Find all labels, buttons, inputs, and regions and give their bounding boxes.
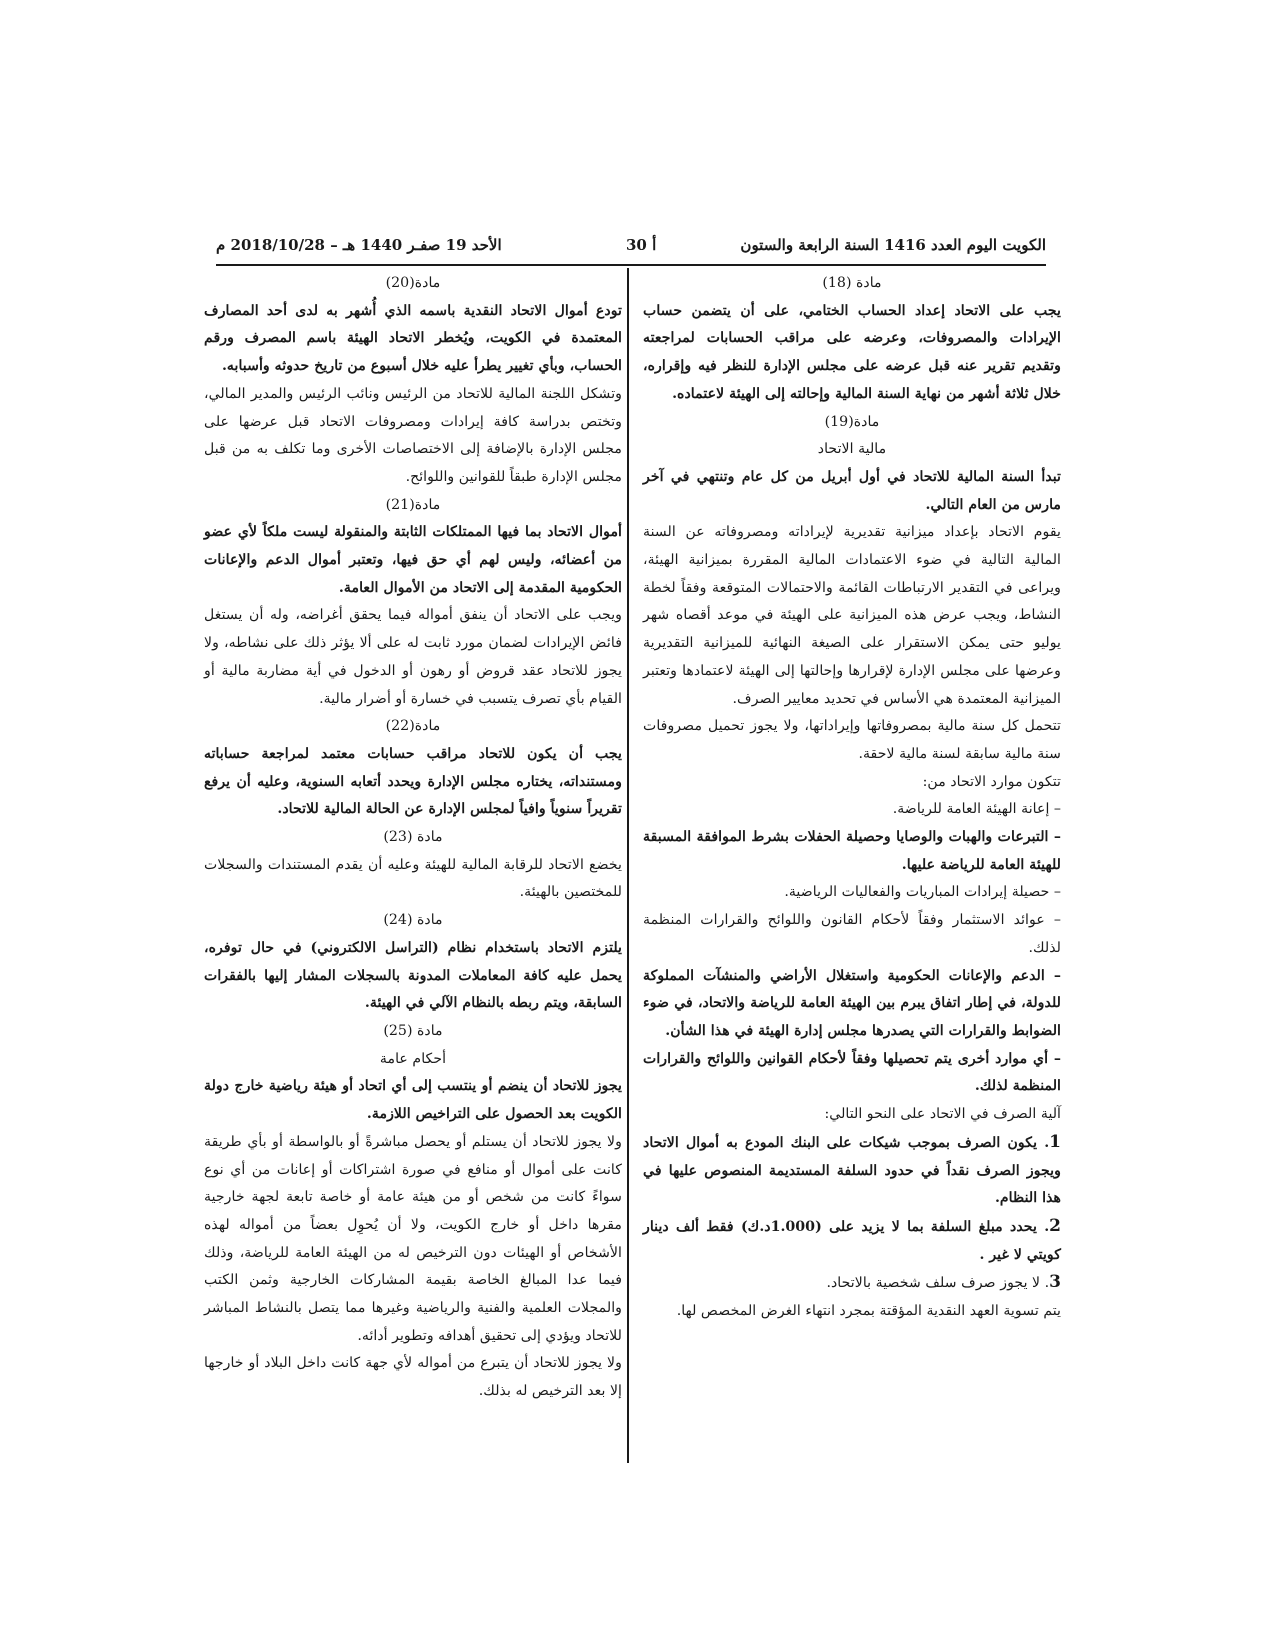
paragraph-text: . يحدد مبلغ السلفة بما لا يزيد على (1.000د.ك) فقط ألف دينار كويتي لا غير . [643, 1218, 1061, 1263]
article-heading [204, 907, 622, 935]
paragraph [204, 1073, 622, 1128]
paragraph [204, 852, 622, 907]
header-date: الأحد 19 صفـر 1440 هـ – 2018/10/28 م [216, 236, 502, 254]
header-issue: الكويت اليوم العدد 1416 السنة الرابعة والستون [740, 236, 1046, 254]
heading-text: مادة (23) [383, 829, 443, 846]
article-heading [204, 1046, 622, 1074]
item-number: 3 [1049, 1272, 1061, 1293]
paragraph [643, 1101, 1061, 1129]
paragraph [643, 769, 1061, 797]
article-heading [643, 270, 1061, 298]
paragraph-text: – إعانة الهيئة العامة للرياضة. [892, 801, 1061, 818]
heading-text: مادة(21) [385, 496, 441, 513]
article-heading [204, 824, 622, 852]
paragraph-text: تبدأ السنة المالية للاتحاد في أول أبريل من كل عام وتنتهي في آخر مارس من العام التالي. [643, 468, 1061, 513]
paragraph [643, 1129, 1061, 1213]
heading-text: مادة (18) [822, 275, 882, 291]
paragraph-text: ولا يجوز للاتحاد أن يتبرع من أمواله لأي جهة كانت داخل البلاد أو خارجها إلا بعد الترخيص له بذلك. [204, 1355, 622, 1400]
paragraph-text: . لا يجوز صرف سلف شخصية بالاتحاد. [826, 1275, 1050, 1292]
paragraph-text: – التبرعات والهبات والوصايا وحصيلة الحفلات بشرط الموافقة المسبقة للهيئة العامة للرياضة عليها. [643, 829, 1061, 873]
paragraph [643, 713, 1061, 768]
paragraph-text: يخضع الاتحاد للرقابة المالية للهيئة وعليه أن يقدم المستندات والسجلات للمختصين بالهيئة. [204, 856, 622, 901]
left-column [204, 270, 622, 1406]
paragraph [643, 464, 1061, 519]
paragraph [204, 935, 622, 1018]
paragraph-text: تودع أموال الاتحاد النقدية باسمه الذي أُشهر به لدى أحد المصارف المعتمدة في الكويت، ويُخطر الاتحاد الهيئة باسم المصرف ورقم الحساب، وبأي تغيير يطرأ عليه خلال أسبوع من تاريخ حدوثه وأسبابه. [204, 302, 622, 375]
right-column [643, 270, 1061, 1326]
paragraph-text: أموال الاتحاد بما فيها الممتلكات الثابتة والمنقولة ليست ملكاً لأي عضو من أعضائه، وليس لهم أي حق فيها، وتعتبر أموال الدعم والإعانات الحكومية المقدمة إلى الاتحاد من الأموال العامة. [204, 524, 622, 596]
article-heading [204, 1018, 622, 1046]
page-header [216, 234, 1046, 266]
paragraph-text: تتحمل كل سنة مالية بمصروفاتها وإيراداتها، ولا يجوز تحميل مصروفات سنة مالية سابقة لسنة مالية لاحقة. [643, 718, 1061, 762]
paragraph [643, 1046, 1061, 1101]
paragraph-text: آلية الصرف في الاتحاد على النحو التالي: [824, 1106, 1061, 1123]
paragraph [204, 1350, 622, 1405]
paragraph-text: ولا يجوز للاتحاد أن يستلم أو يحصل مباشرةً أو بالواسطة أو بأي طريقة كانت على أموال أو منافع في صورة اشتراكات أو إعانات من أي نوع سواءً كانت من شخص أو من هيئة عامة أو خاصة تابعة لجهة خارجية مقرها داخل أو خارج الكويت، ولا أن يُحوِل بعضاً من أمواله لهذه الأشخاص أو الهيئات دون الترخيص له من الهيئة العامة للرياضة، وذلك فيما عدا المبالغ الخاصة بقيمة المشاركات الخارجية وثمن الكتب والمجلات العلمية والفنية والرياضية وغيرها مما يتصل بالنشاط المباشر للاتحاد ويؤدي إلى تحقيق أهدافه وتطوير أدائه. [204, 1133, 622, 1344]
article-heading [643, 436, 1061, 464]
paragraph-text: يجب أن يكون للاتحاد مراقب حسابات معتمد لمراجعة حساباته ومستنداته، يختاره مجلس الإدارة ويحدد أتعابه السنوية، وعليه أن يرفع تقريراً سنوياً وافياً لمجلس الإدارة عن الحالة المالية للاتحاد. [204, 745, 622, 818]
article-heading [204, 492, 622, 520]
header-page-number: 30 أ [626, 236, 657, 254]
heading-text: مادة(19) [824, 413, 880, 430]
paragraph-text: وتشكل اللجنة المالية للاتحاد من الرئيس ونائب الرئيس والمدير المالي، وتختص بدراسة كافة إيرادات ومصروفات الاتحاد قبل عرضها على مجلس الإدارة بالإضافة إلى الاختصاصات الأخرى وما تكلف به من قبل مجلس الإدارة طبقاً للقوانين واللوائح. [204, 385, 622, 485]
paragraph [643, 298, 1061, 409]
item-number: 2 [1049, 1215, 1061, 1236]
paragraph [204, 741, 622, 824]
column-divider [627, 268, 629, 1463]
paragraph [643, 519, 1061, 713]
heading-text: مالية الاتحاد [817, 441, 887, 458]
paragraph [643, 1269, 1061, 1298]
item-number: 1 [1049, 1131, 1061, 1152]
paragraph-text: . يكون الصرف بموجب شيكات على البنك المودع به أموال الاتحاد ويجوز الصرف نقداً في حدود السلفة المستديمة المنصوص عليها في هذا النظام. [643, 1134, 1061, 1207]
paragraph-text: ويجب على الاتحاد أن ينفق أمواله فيما يحقق أغراضه، وله أن يستغل فائض الإيرادات لضمان مورد ثابت له على ألا يؤثر ذلك على نشاطه، ولا يجوز للاتحاد عقد قروض أو رهون أو الدخول في أية مضاربة مالية أو القيام بأي تصرف يتسبب في خسارة أو أضرار مالية. [204, 607, 622, 707]
paragraph-text: يجب على الاتحاد إعداد الحساب الختامي، على أن يتضمن حساب الإيرادات والمصروفات، وعرضه على مراقب الحسابات لمراجعته وتقديم تقرير عنه قبل عرضه على مجلس الإدارة للنظر فيه وإقراره، خلال ثلاثة أشهر من نهاية السنة المالية وإحالته إلى الهيئة لاعتماده. [643, 302, 1061, 402]
paragraph [204, 519, 622, 602]
heading-text: مادة(20) [385, 275, 441, 291]
paragraph [643, 824, 1061, 879]
article-heading [204, 713, 622, 741]
heading-text: مادة (25) [383, 1022, 443, 1039]
paragraph [643, 907, 1061, 962]
paragraph-text: يتم تسوية العهد النقدية المؤقتة بمجرد انتهاء الغرض المخصص لها. [676, 1303, 1061, 1320]
paragraph [643, 963, 1061, 1046]
paragraph [204, 381, 622, 492]
paragraph [643, 796, 1061, 824]
article-heading [643, 409, 1061, 437]
article-heading [204, 270, 622, 298]
heading-text: مادة(22) [385, 718, 441, 735]
paragraph-text: – حصيلة إيرادات المباريات والفعاليات الرياضية. [784, 884, 1061, 901]
paragraph [643, 1213, 1061, 1269]
heading-text: أحكام عامة [379, 1050, 447, 1067]
paragraph-text: – أي موارد أخرى يتم تحصيلها وفقاً لأحكام القوانين واللوائح والقرارات المنظمة لذلك. [643, 1050, 1061, 1095]
paragraph [204, 1129, 622, 1351]
paragraph-text: تتكون موارد الاتحاد من: [922, 773, 1061, 790]
paragraph-text: – الدعم والإعانات الحكومية واستغلال الأراضي والمنشآت المملوكة للدولة، في إطار اتفاق يبرم بين الهيئة العامة للرياضة والاتحاد، في ضوء الضوابط والقرارات التي يصدرها مجلس إدارة الهيئة في هذا الشأن. [643, 967, 1061, 1039]
paragraph [643, 879, 1061, 907]
paragraph-text: يقوم الاتحاد بإعداد ميزانية تقديرية لإيراداته ومصروفاته عن السنة المالية التالية في ضوء الاعتمادات المالية المقررة بميزانية الهيئة، ويراعى في التقدير الارتباطات القائمة والاحتمالات المتوقعة وفقاً لخطة النشاط، ويجب عرض هذه الميزانية على الهيئة في موعد أقصاه شهر يوليو حتى يمكن الاستقرار على الصيغة النهائية للميزانية التقديرية وعرضها على مجلس الإدارة لإقرارها وإحالتها إلى الهيئة لاعتمادها وتعتبر الميزانية المعتمدة هي الأساس في تحديد معايير الصرف. [643, 524, 1061, 707]
paragraph-text: يجوز للاتحاد أن ينضم أو ينتسب إلى أي اتحاد أو هيئة رياضية خارج دولة الكويت بعد الحصول على التراخيص اللازمة. [204, 1078, 622, 1123]
heading-text: مادة (24) [383, 912, 443, 929]
paragraph [204, 602, 622, 713]
paragraph-text: يلتزم الاتحاد باستخدام نظام (التراسل الالكتروني) في حال توفره، يحمل عليه كافة المعاملات المدونة بالسجلات المشار إليها بالفقرات السابقة، ويتم ربطه بالنظام الآلي في الهيئة. [204, 939, 622, 1012]
paragraph-text: – عوائد الاستثمار وفقاً لأحكام القانون واللوائح والقرارات المنظمة لذلك. [643, 912, 1061, 956]
paragraph [204, 298, 622, 381]
paragraph [643, 1298, 1061, 1326]
